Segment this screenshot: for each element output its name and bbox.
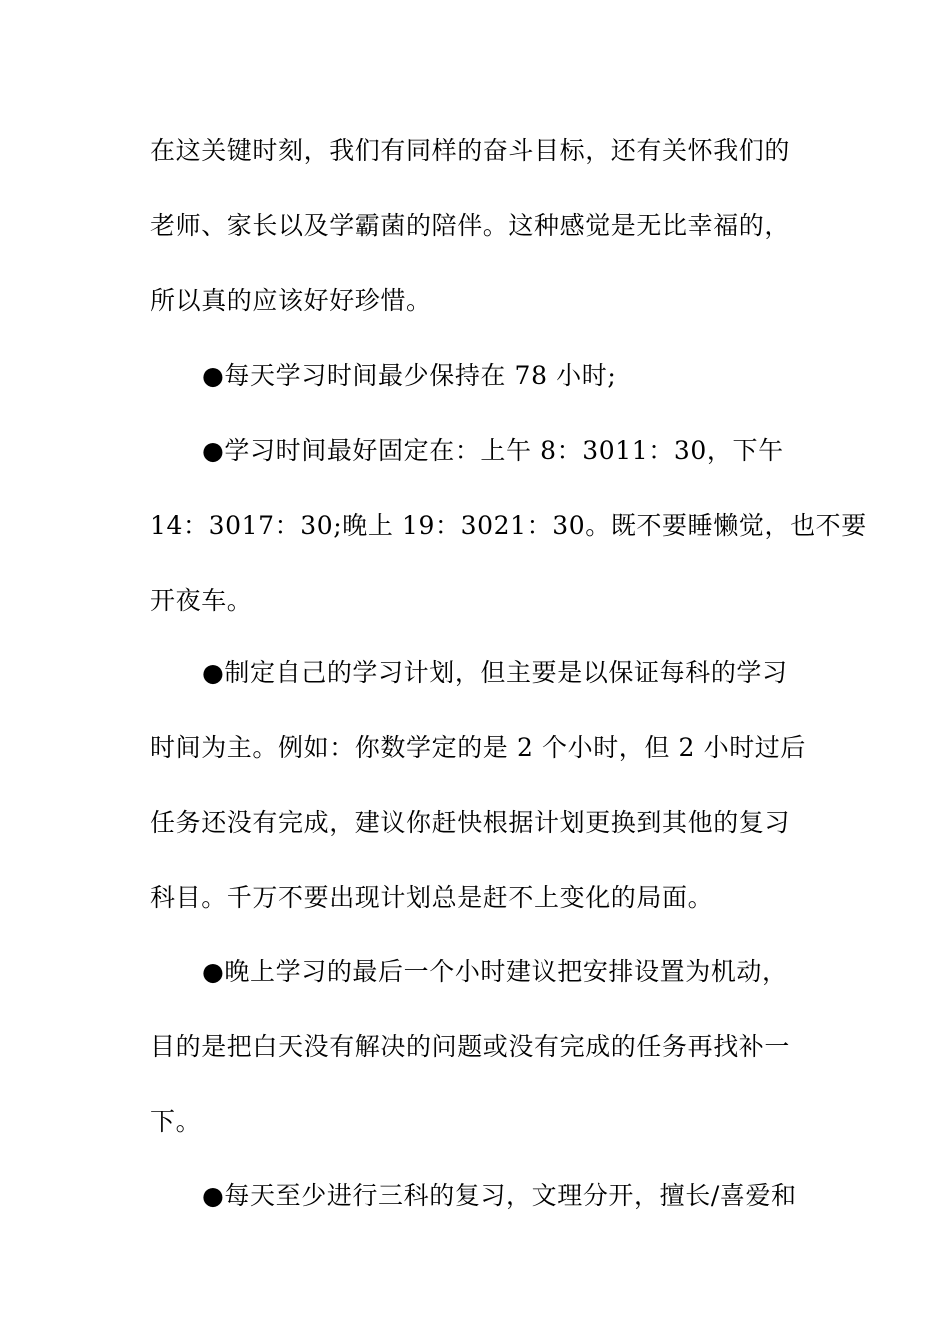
- body-text-line: 目的是把白天没有解决的问题或没有完成的任务再找补一: [150, 1032, 791, 1061]
- bullet-item: ●晚上学习的最后一个小时建议把安排设置为机动，: [202, 957, 788, 986]
- bullet-item: ●每天至少进行三科的复习，文理分开，擅长/喜爱和: [202, 1181, 797, 1210]
- body-text-line: 在这关键时刻，我们有同样的奋斗目标，还有关怀我们的: [150, 136, 791, 165]
- body-text-line: 老师、家长以及学霸菌的陪伴。这种感觉是无比幸福的，: [150, 211, 791, 240]
- body-text-line: 时间为主。例如：你数学定的是 2 个小时，但 2 小时过后: [150, 733, 807, 762]
- body-text-line: 下。: [150, 1107, 202, 1136]
- body-text-line: 所以真的应该好好珍惜。: [150, 286, 432, 315]
- body-text-line: 科目。千万不要出现计划总是赶不上变化的局面。: [150, 883, 714, 912]
- bullet-item: ●制定自己的学习计划，但主要是以保证每科的学习: [202, 658, 788, 687]
- body-text-line: 14：3017：30;晚上 19：3021：30。既不要睡懒觉，也不要: [150, 511, 867, 540]
- body-text-line: 任务还没有完成，建议你赶快根据计划更换到其他的复习: [150, 808, 791, 837]
- bullet-item: ●学习时间最好固定在：上午 8：3011：30，下午: [202, 436, 784, 465]
- body-text-line: 开夜车。: [150, 586, 253, 615]
- bullet-item: ●每天学习时间最少保持在 78 小时;: [202, 361, 617, 390]
